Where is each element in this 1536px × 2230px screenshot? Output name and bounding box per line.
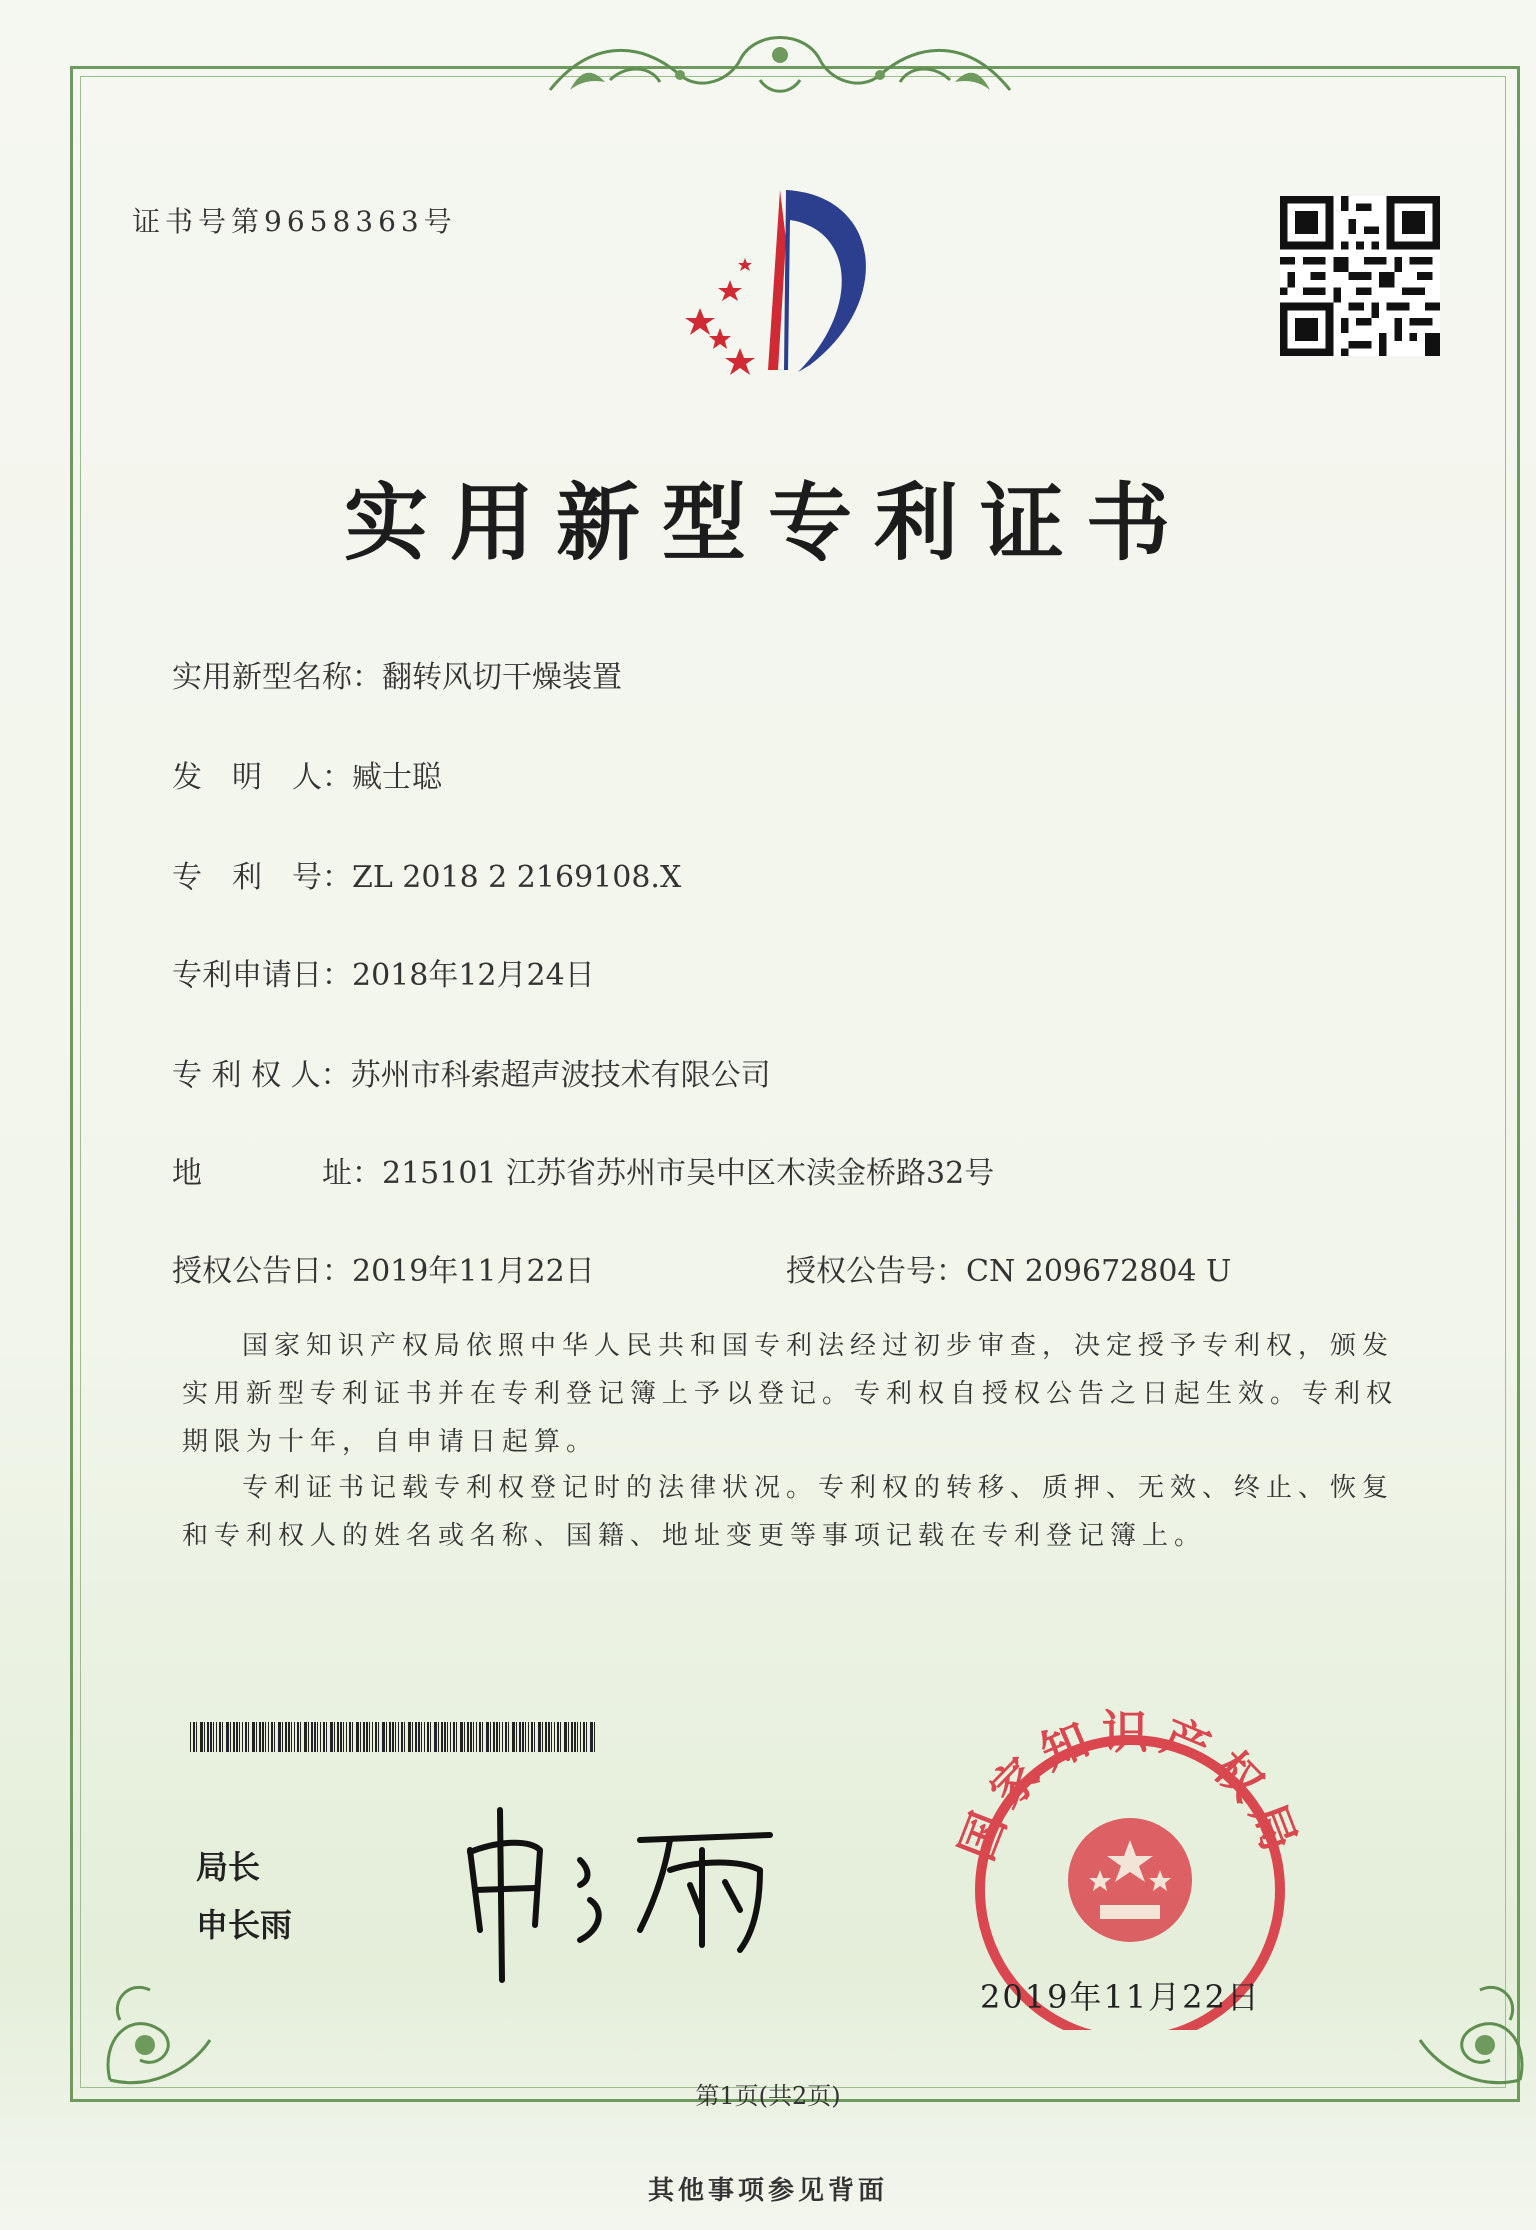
field-label: 发 明 人： (172, 760, 352, 795)
field-value: CN 209672804 U (966, 1254, 1232, 1289)
field-inventor (172, 752, 442, 796)
page-number: 第1页(共2页) (695, 2082, 841, 2110)
field-grant-date (172, 1246, 595, 1290)
director-title: 局长 (196, 1848, 261, 1886)
field-value: ZL 2018 2 2169108.X (352, 860, 682, 895)
field-value: 215101 江苏省苏州市吴中区木渎金桥路32号 (382, 1156, 995, 1191)
handwritten-signature (440, 1790, 800, 1990)
field-label: 地 (172, 1156, 202, 1191)
certificate-title: 实用新型专利证书 (343, 473, 1192, 572)
cnipa-logo-icon (660, 180, 920, 380)
seal-text: 国家知识产权局 (949, 1705, 1311, 1868)
field-patentee (172, 1050, 771, 1094)
barcode-icon (190, 1722, 600, 1752)
certificate-number: 证书号第9658363号 (132, 205, 457, 238)
field-filing-date (172, 950, 595, 994)
field-grant-number (786, 1246, 1231, 1290)
footer-note: 其他事项参见背面 (647, 2176, 888, 2206)
field-utility-model-name (172, 652, 622, 696)
field-address (172, 1148, 994, 1192)
field-value: 2018年12月24日 (352, 958, 595, 993)
field-label: 授权公告号： (786, 1254, 966, 1289)
field-value: 翻转风切干燥装置 (382, 660, 622, 695)
qr-code-icon (1280, 196, 1440, 356)
top-ornament (530, 20, 1030, 110)
field-value: 苏州市科索超声波技术有限公司 (350, 1058, 771, 1093)
field-label: 专 利 权 人： (172, 1058, 351, 1093)
director-name: 申长雨 (196, 1906, 293, 1944)
field-value: 2019年11月22日 (352, 1254, 595, 1289)
seal-date: 2019年11月22日 (980, 1978, 1261, 2016)
field-value: 臧士聪 (352, 760, 442, 795)
field-label: 实用新型名称： (172, 660, 382, 695)
field-label: 专 利 号： (172, 860, 352, 895)
body-paragraph-2: 专利证书记载专利权登记时的法律状况。专利权的转移、质押、无效、终止、恢复和专利权人的姓名或名称、国籍、地址变更等事项记载在专利登记簿上。 (182, 1473, 1395, 1551)
field-label: 专利申请日： (172, 958, 352, 993)
field-label: 授权公告日： (172, 1254, 352, 1289)
field-patent-number (172, 852, 681, 896)
body-paragraph-1: 国家知识产权局依照中华人民共和国专利法经过初步审查，决定授予专利权，颁发实用新型专利证书并在专利登记簿上予以登记。专利权自授权公告之日起生效。专利权期限为十年，自申请日起算。 (182, 1331, 1399, 1457)
field-label: 址： (322, 1156, 382, 1191)
